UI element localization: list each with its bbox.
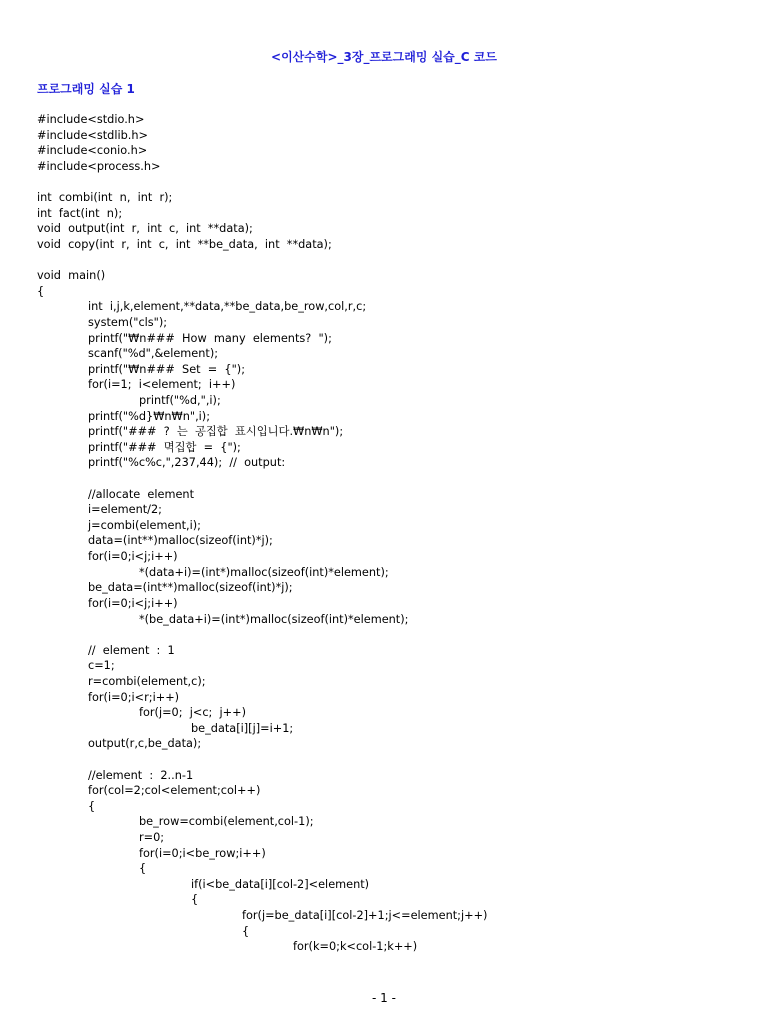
- code-line: //allocate element: [88, 487, 195, 501]
- code-line: scanf("%d",&element);: [88, 347, 219, 361]
- code-line: #include<process.h>: [37, 159, 161, 173]
- code-line: for(k=0;k<col-1;k++): [293, 940, 418, 954]
- code-line: [37, 627, 737, 643]
- code-line: if(i<be_data[i][col-2]<element): [191, 877, 370, 891]
- code-line: int combi(int n, int r);: [37, 191, 173, 205]
- code-line: [37, 174, 737, 190]
- code-line: for(col=2;col<element;col++): [88, 784, 261, 798]
- code-line: i=element/2;: [88, 503, 162, 517]
- code-line: printf("%d,",i);: [139, 393, 221, 407]
- code-line: int fact(int n);: [37, 206, 123, 220]
- code-line: printf("%d}₩n₩n",i);: [88, 409, 211, 423]
- code-line: c=1;: [88, 659, 115, 673]
- code-line: r=0;: [139, 831, 165, 845]
- code-line: j=combi(element,i);: [88, 518, 201, 532]
- code-line: data=(int**)malloc(sizeof(int)*j);: [88, 534, 273, 548]
- section-heading: 프로그래밍 실습 1: [37, 82, 135, 96]
- code-block: [37, 112, 737, 955]
- code-line: void main(): [37, 269, 106, 283]
- code-line: void copy(int r, int c, int **be_data, int **data);: [37, 237, 332, 251]
- code-line: printf("### 멱집합 = {");: [88, 440, 241, 454]
- code-line: void output(int r, int c, int **data);: [37, 222, 253, 236]
- code-line: printf("₩n### How many elements? ");: [88, 331, 332, 345]
- code-line: {: [242, 924, 250, 938]
- code-line: {: [37, 284, 45, 298]
- code-line: system("cls");: [88, 315, 168, 329]
- code-line: output(r,c,be_data);: [88, 737, 202, 751]
- code-line: *(data+i)=(int*)malloc(sizeof(int)*element);: [139, 565, 389, 579]
- code-line: for(j=be_data[i][col-2]+1;j<=element;j++): [242, 909, 488, 923]
- code-line: [37, 752, 737, 768]
- code-line: #include<stdlib.h>: [37, 128, 149, 142]
- code-line: // element : 1: [88, 643, 175, 657]
- code-line: printf("### ? 는 공집합 표시입니다.₩n₩n");: [88, 425, 344, 439]
- code-line: #include<stdio.h>: [37, 113, 145, 126]
- code-line: {: [88, 799, 96, 813]
- code-line: {: [191, 893, 199, 907]
- document-title: <이산수학>_3장_프로그래밍 실습_C 코드: [271, 50, 497, 64]
- code-line: {: [139, 862, 147, 876]
- code-line: #include<conio.h>: [37, 144, 148, 158]
- code-line: be_data=(int**)malloc(sizeof(int)*j);: [88, 581, 293, 595]
- code-line: printf("%c%c,",237,44); // output:: [88, 456, 286, 470]
- code-line: *(be_data+i)=(int*)malloc(sizeof(int)*element);: [139, 612, 409, 626]
- code-line: be_row=combi(element,col-1);: [139, 815, 314, 829]
- code-line: for(i=0;i<r;i++): [88, 690, 180, 704]
- code-line: for(j=0; j<c; j++): [139, 706, 247, 720]
- code-line: //element : 2..n-1: [88, 768, 194, 782]
- code-line: for(i=0;i<j;i++): [88, 550, 178, 564]
- page-number: - 1 -: [372, 991, 396, 1005]
- code-line: [37, 252, 737, 268]
- code-line: int i,j,k,element,**data,**be_data,be_row,col,r,c;: [88, 300, 367, 314]
- code-line: for(i=1; i<element; i++): [88, 378, 236, 392]
- code-line: [37, 471, 737, 487]
- code-line: printf("₩n### Set = {");: [88, 362, 246, 376]
- code-line: for(i=0;i<j;i++): [88, 596, 178, 610]
- code-line: be_data[i][j]=i+1;: [191, 721, 294, 735]
- code-line: for(i=0;i<be_row;i++): [139, 846, 266, 860]
- code-line: r=combi(element,c);: [88, 674, 206, 688]
